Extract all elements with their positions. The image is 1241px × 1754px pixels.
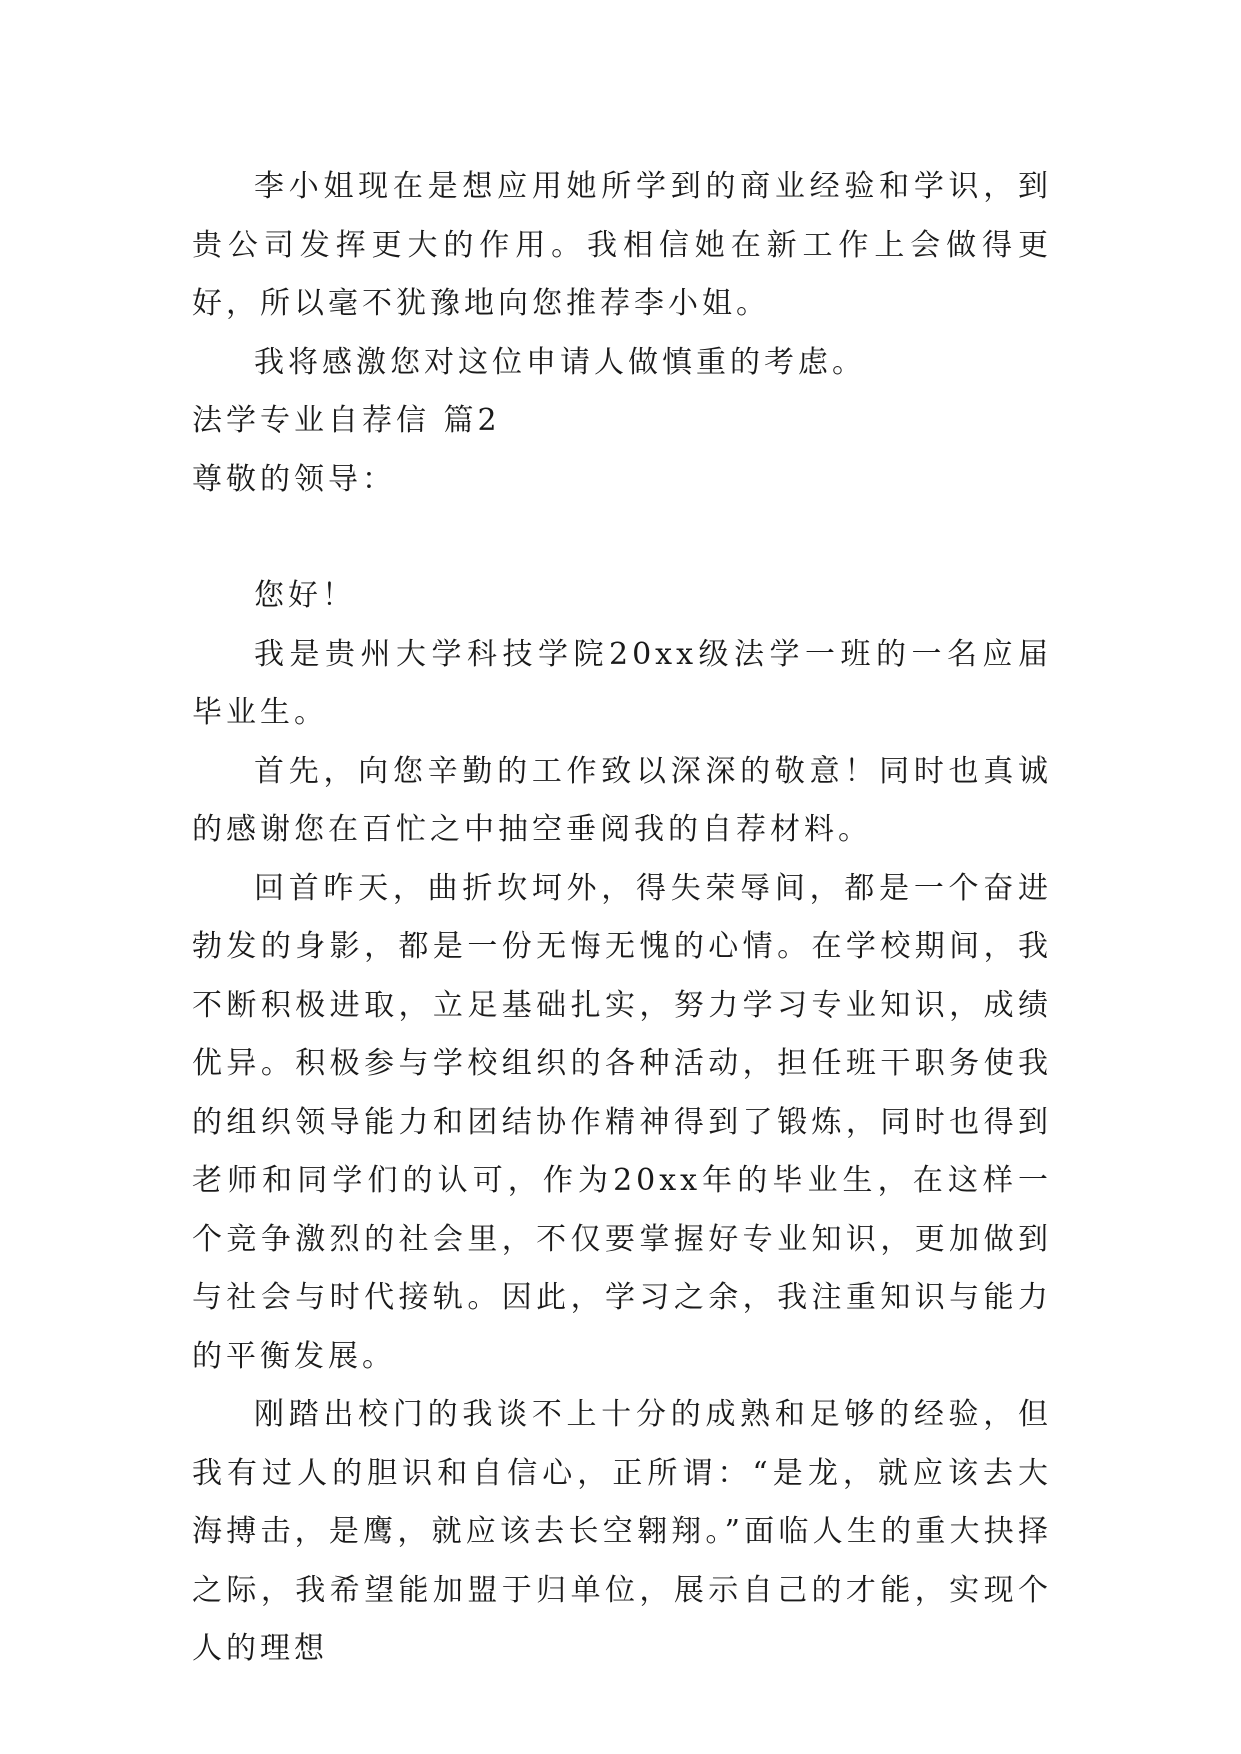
blank-line — [192, 509, 1052, 567]
section-title: 法学专业自荐信 篇2 — [192, 403, 501, 438]
paragraph-respect: 首先，向您辛勤的工作致以深深的敬意！同时也真诚的感谢您在百忙之中抽空垂阅我的自荐材料。 — [192, 753, 1052, 847]
paragraph-gratitude: 我将感激您对这位申请人做慎重的考虑。 — [254, 344, 866, 380]
paragraph-aspiration: 刚踏出校门的我谈不上十分的成熟和足够的经验，但我有过人的胆识和自信心，正所谓：“是龙，就应该去大海搏击，是鹰，就应该去长空翱翔。”面临人生的重大抉择之际，我希望能加盟于归单位，展示自己的才能，实现个人的理想 — [192, 1397, 1052, 1666]
paragraph-recommendation: 李小姐现在是想应用她所学到的商业经验和学识，到贵公司发挥更大的作用。我相信她在新工作上会做得更好，所以毫不犹豫地向您推荐李小姐。 — [192, 169, 1052, 321]
document-body — [192, 158, 1052, 1679]
salutation: 尊敬的领导： — [192, 461, 396, 497]
greeting: 您好！ — [254, 578, 356, 613]
paragraph-intro: 我是贵州大学科技学院20xx级法学一班的一名应届毕业生。 — [192, 636, 1052, 730]
paragraph-experience: 回首昨天，曲折坎坷外，得失荣辱间，都是一个奋进勃发的身影，都是一份无悔无愧的心情。在学校期间，我不断积极进取，立足基础扎实，努力学习专业知识，成绩优异。积极参与学校组织的各种活动，担任班干职务使我的组织领导能力和团结协作精神得到了锻炼，同时也得到老师和同学们的认可，作为20xx年的毕业生，在这样一个竞争激烈的社会里，不仅要掌握好专业知识，更加做到与社会与时代接轨。因此，学习之余，我注重知识与能力的平衡发展。 — [192, 870, 1052, 1374]
